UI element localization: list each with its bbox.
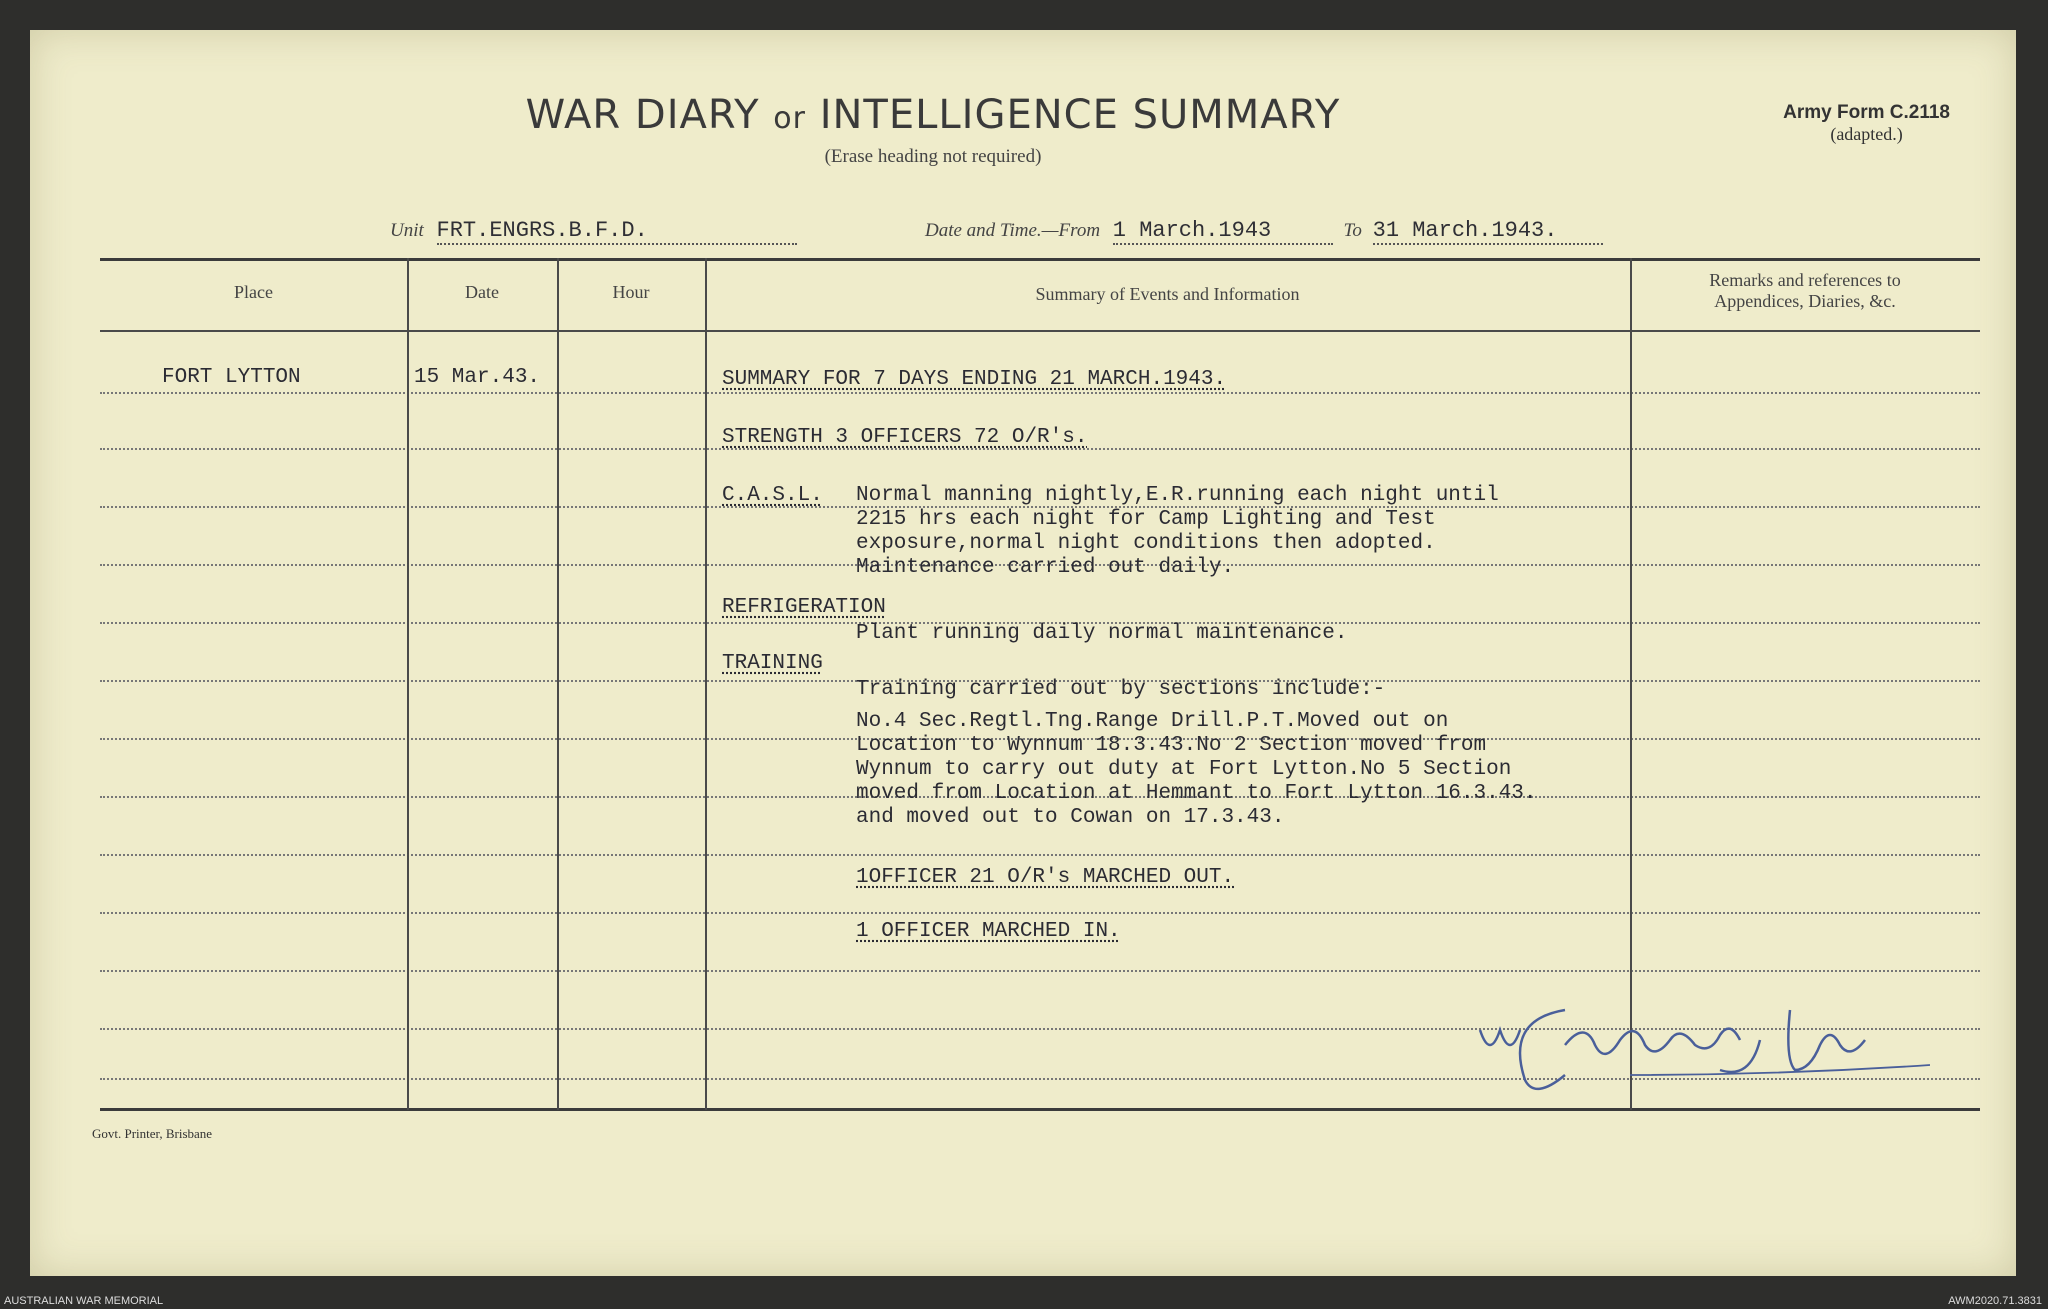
entry-strength: STRENGTH 3 OFFICERS 72 O/R's. — [722, 426, 1088, 449]
training-intro: Training carried out by sections include:- — [856, 678, 1386, 701]
training-line-3: Wynnum to carry out duty at Fort Lytton.No 5 Section — [856, 758, 1512, 781]
casl-line-2: 2215 hrs each night for Camp Lighting and Test — [856, 508, 1436, 531]
header-divider — [100, 330, 1980, 332]
entry-place: FORT LYTTON — [162, 366, 301, 389]
training-line-4: moved from Location at Hemmant to Fort Lytton 16.3.43. — [856, 782, 1537, 805]
rule-line — [100, 970, 1980, 972]
title-intelligence-summary: INTELLIGENCE SUMMARY — [819, 92, 1341, 138]
marched-out: 1OFFICER 21 O/R's MARCHED OUT. — [856, 866, 1235, 889]
casl-line-3: exposure,normal night conditions then adopted. — [856, 532, 1436, 555]
form-title — [30, 92, 2016, 138]
army-form-number — [1783, 102, 1950, 145]
marched-in: 1 OFFICER MARCHED IN. — [856, 920, 1121, 943]
header-place: Place — [234, 282, 273, 302]
entry-date: 15 Mar.43. — [414, 366, 541, 389]
training-line-1: No.4 Sec.Regtl.Tng.Range Drill.P.T.Moved out on — [856, 710, 1449, 733]
training-line-2: Location to Wynnum 18.3.43.No 2 Section moved from — [856, 734, 1487, 757]
erase-note: (Erase heading not required) — [824, 146, 1042, 167]
rule-line — [100, 912, 1980, 914]
title-war-diary: WAR DIARY — [525, 92, 760, 138]
printer-imprint: Govt. Printer, Brisbane — [92, 1126, 213, 1141]
training-label: TRAINING — [722, 652, 823, 675]
title-or: or — [773, 101, 806, 136]
column-divider — [407, 258, 409, 1110]
header-remarks-line1: Remarks and references to — [1709, 270, 1901, 290]
header-summary: Summary of Events and Information — [1035, 284, 1300, 304]
archive-reference: AWM2020.71.3831 — [1948, 1295, 2042, 1307]
header-remarks — [1630, 270, 1980, 312]
refrigeration-line: Plant running daily normal maintenance. — [856, 622, 1348, 645]
diary-table — [100, 226, 1980, 1116]
table-bottom-border — [100, 1108, 1980, 1111]
training-line-5: and moved out to Cowan on 17.3.43. — [856, 806, 1285, 829]
header-remarks-line2: Appendices, Diaries, &c. — [1714, 291, 1896, 311]
casl-line-4: Maintenance carried out daily. — [856, 556, 1235, 579]
casl-label: C.A.S.L. — [722, 484, 823, 507]
column-divider — [705, 258, 707, 1110]
column-divider — [557, 258, 559, 1110]
signature — [1470, 990, 1930, 1100]
form-adapted: (adapted.) — [1830, 124, 1903, 144]
archive-credit: AUSTRALIAN WAR MEMORIAL — [4, 1295, 164, 1307]
header-date: Date — [465, 282, 499, 302]
date-to-value: 31 March.1943. — [1372, 218, 1558, 243]
refrigeration-label: REFRIGERATION — [722, 596, 886, 619]
war-diary-sheet — [30, 30, 2016, 1276]
date-from-value: 1 March.1943 — [1112, 218, 1272, 243]
form-number: Army Form C.2118 — [1783, 102, 1950, 123]
entry-summary-heading: SUMMARY FOR 7 DAYS ENDING 21 MARCH.1943. — [722, 368, 1227, 391]
rule-line — [100, 854, 1980, 856]
unit-value: FRT.ENGRS.B.F.D. — [436, 218, 648, 243]
date-to-label: To — [1343, 220, 1362, 241]
unit-label: Unit — [390, 220, 424, 241]
header-hour: Hour — [612, 282, 650, 302]
rule-line — [100, 392, 1980, 394]
casl-line-1: Normal manning nightly,E.R.running each night until — [856, 484, 1499, 507]
column-divider — [1630, 258, 1632, 1110]
table-top-border — [100, 258, 1980, 261]
date-from-label: Date and Time.—From — [925, 220, 1101, 241]
